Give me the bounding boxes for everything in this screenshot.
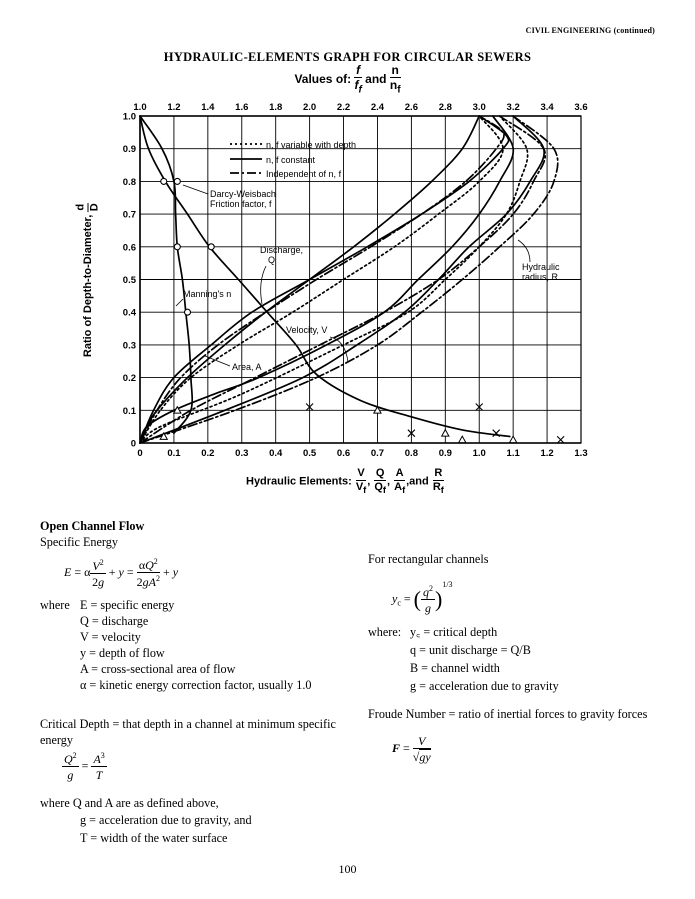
def-y: y = depth of flow (80, 646, 165, 660)
y-tick-label: 0.5 (122, 275, 136, 286)
def-q: Q = discharge (80, 614, 149, 628)
x-tick-label: 1.0 (472, 448, 486, 459)
t-def: T = width of the water surface (80, 831, 228, 845)
x-tick-label: 1.2 (540, 448, 554, 459)
discharge-leader (261, 266, 266, 304)
x-tick-label: 0.1 (167, 448, 181, 459)
a-ratio-den: A (394, 481, 403, 493)
manning-leader (176, 299, 183, 306)
hydraulic-leader (518, 240, 530, 262)
f-ratio-num: f (356, 63, 361, 77)
x-axis-and: ,and (406, 475, 429, 488)
specific-energy-label: Specific Energy (40, 535, 118, 549)
legend-dashdot-label: Independent of n, f (266, 169, 342, 179)
darcy-label-1: Darcy-Weisbach (210, 189, 276, 199)
rectangular-channels-label: For rectangular channels (368, 552, 489, 566)
cross-marker (557, 436, 564, 443)
y-tick-label: 0.7 (122, 209, 136, 221)
a-ratio-num: A (395, 467, 404, 479)
legend-dotted-label: n, f variable with depth (266, 140, 357, 150)
top-x-tick-label: 2.4 (370, 102, 385, 113)
r-ratio-sub: f (440, 485, 444, 496)
top-x-tick-label: 2.0 (303, 102, 317, 113)
rect-def-list (410, 624, 559, 694)
y-axis-frac-den: D (88, 203, 101, 212)
critical-depth-rect-equation: $y_c$ = ( $\frac{q^2}{g}$ )$^{1/3}$ (392, 580, 453, 615)
def-e: E = specific energy (80, 598, 175, 612)
r-ratio-num: R (434, 467, 443, 479)
q-ratio-num: Q (375, 467, 385, 479)
a-ratio (394, 468, 405, 495)
y-tick-label: 0.8 (122, 176, 136, 188)
circle-marker (174, 244, 180, 250)
hydraulic-label-1: Hydraulic (522, 262, 560, 272)
a-ratio-sub: f (402, 485, 406, 496)
velocity-label: Velocity, V (286, 325, 328, 335)
x-tick-label: 0.3 (235, 448, 249, 459)
y-tick-label: 0.1 (122, 405, 136, 417)
y-axis-frac-num: d (74, 203, 87, 211)
g-def: g = acceleration due to gravity, and (80, 813, 252, 827)
top-x-tick-label: 1.6 (235, 102, 249, 113)
series-darcy-weisbach-friction-factor-f-f-ff (140, 116, 510, 437)
page-number: 100 (338, 862, 357, 876)
v-ratio (356, 468, 366, 495)
top-x-tick-label: 2.6 (404, 102, 418, 113)
graph-title: HYDRAULIC-ELEMENTS GRAPH FOR CIRCULAR SEWERS (163, 50, 532, 64)
def-alpha: α = kinetic energy correction factor, usually 1.0 (80, 678, 312, 692)
x-tick-label: 0.6 (336, 448, 351, 459)
where2-label: where: (368, 625, 402, 639)
y-tick-label: 1.0 (122, 111, 136, 123)
top-x-tick-label: 3.6 (574, 102, 588, 113)
specific-energy-equation: E = α $\frac{V^2}{2g}$ + y = $\frac{\alpha Q^2}{2gA^2}$ + y (64, 557, 179, 589)
f-ratio-sub: f (358, 84, 362, 96)
def-yc: y꜀ = critical depth (410, 625, 498, 639)
def-a: A = cross-sectional area of flow (80, 662, 236, 676)
triangle-marker (510, 436, 517, 442)
critical-depth-equation: $\frac{Q^2}{g}$ = $\frac{A^3}{T}$ (64, 751, 105, 782)
top-x-tick-label: 2.2 (336, 102, 351, 113)
x-tick-label: 0.8 (404, 448, 418, 459)
x-axis-title: Hydraulic Elements: $\frac{V}{V_f}$ , $\frac{Q}{Q_f}$ , $\frac{A}{A_f}$ ,and $\frac{R}{R_f}$ (246, 467, 444, 496)
v-ratio-den: V (355, 481, 364, 493)
def-q-unit: q = unit discharge = Q/B (410, 643, 531, 657)
where-label: where (40, 598, 70, 612)
q-ratio (374, 468, 386, 495)
circle-marker (174, 178, 180, 184)
x-tick-label: 0.4 (269, 448, 283, 459)
circle-marker (161, 178, 167, 184)
where-q-a-text: where Q and A are as defined above, (40, 796, 219, 810)
y-tick-label: 0.2 (122, 373, 136, 385)
area-label: Area, A (232, 362, 262, 372)
top-x-tick-label: 2.8 (438, 102, 452, 113)
top-x-tick-label: 3.2 (506, 102, 520, 113)
y-axis-label-text: Ratio of Depth-to-Diameter, (81, 214, 94, 358)
values-and: and (365, 71, 387, 86)
x-tick-label: 0.2 (201, 448, 215, 459)
darcy-label-2: Friction factor, f (210, 199, 272, 209)
y-tick-label: 0.3 (122, 340, 136, 352)
r-ratio-den: R (432, 481, 441, 493)
y-tick-label: 0.9 (122, 144, 136, 156)
def-list (80, 597, 312, 693)
circle-marker (208, 244, 214, 250)
x-tick-label: 1.1 (506, 448, 520, 459)
triangle-marker (442, 430, 449, 436)
top-x-tick-label: 1.0 (133, 102, 147, 113)
x-tick-label: 0 (137, 448, 143, 459)
y-tick-label: 0 (130, 438, 136, 450)
discharge-label-1: Discharge, (260, 245, 304, 255)
x-tick-label: 0.7 (370, 448, 385, 459)
open-channel-heading: Open Channel Flow (40, 519, 145, 533)
v-ratio-sub: f (363, 485, 367, 496)
y-tick-label: 0.6 (122, 242, 136, 254)
discharge-label-2: Q (268, 255, 276, 265)
legend-solid-label: n, f constant (266, 155, 316, 165)
hydraulic-label-2: radius, R (522, 272, 559, 282)
chart-grid (140, 116, 581, 443)
froude-text: Froude Number = ratio of inertial forces to gravity forces (368, 707, 648, 721)
n-ratio-den: n (389, 78, 398, 92)
def-g2: g = acceleration due to gravity (410, 679, 559, 693)
top-x-tick-label: 1.8 (269, 102, 283, 113)
n-ratio-sub: f (397, 84, 401, 96)
def-v: V = velocity (80, 630, 141, 644)
manning-label: Manning's n (183, 289, 232, 299)
r-ratio (433, 468, 444, 495)
circle-marker (184, 309, 190, 315)
x-tick-label: 0.5 (303, 448, 317, 459)
x-tick-label: 1.3 (574, 448, 588, 459)
values-prefix: Values of: (294, 71, 352, 86)
v-ratio-num: V (357, 467, 365, 479)
critical-depth-text: Critical Depth = that depth in a channel at minimum specific energy (40, 717, 336, 747)
q-ratio-den: Q (374, 481, 383, 493)
top-x-tick-label: 3.0 (472, 102, 486, 113)
top-x-tick-label: 3.4 (540, 102, 554, 113)
series-manning-s-n-n-nf (140, 116, 192, 433)
top-x-tick-label: 1.4 (201, 102, 215, 113)
q-ratio-sub: f (382, 485, 386, 496)
f-ratio-den: f (354, 78, 359, 92)
darcy-leader (183, 185, 208, 194)
froude-equation: F = $\frac{V}{√gy}$ (392, 734, 431, 764)
top-x-tick-label: 1.2 (167, 102, 181, 113)
n-ratio-num: n (391, 63, 399, 77)
def-b: B = channel width (410, 661, 500, 675)
triangle-marker (459, 436, 466, 442)
x-axis-prefix: Hydraulic Elements: (246, 475, 352, 488)
y-tick-label: 0.4 (122, 307, 136, 319)
section-header: CIVIL ENGINEERING (continued) (525, 26, 655, 35)
x-tick-label: 0.9 (438, 448, 452, 459)
